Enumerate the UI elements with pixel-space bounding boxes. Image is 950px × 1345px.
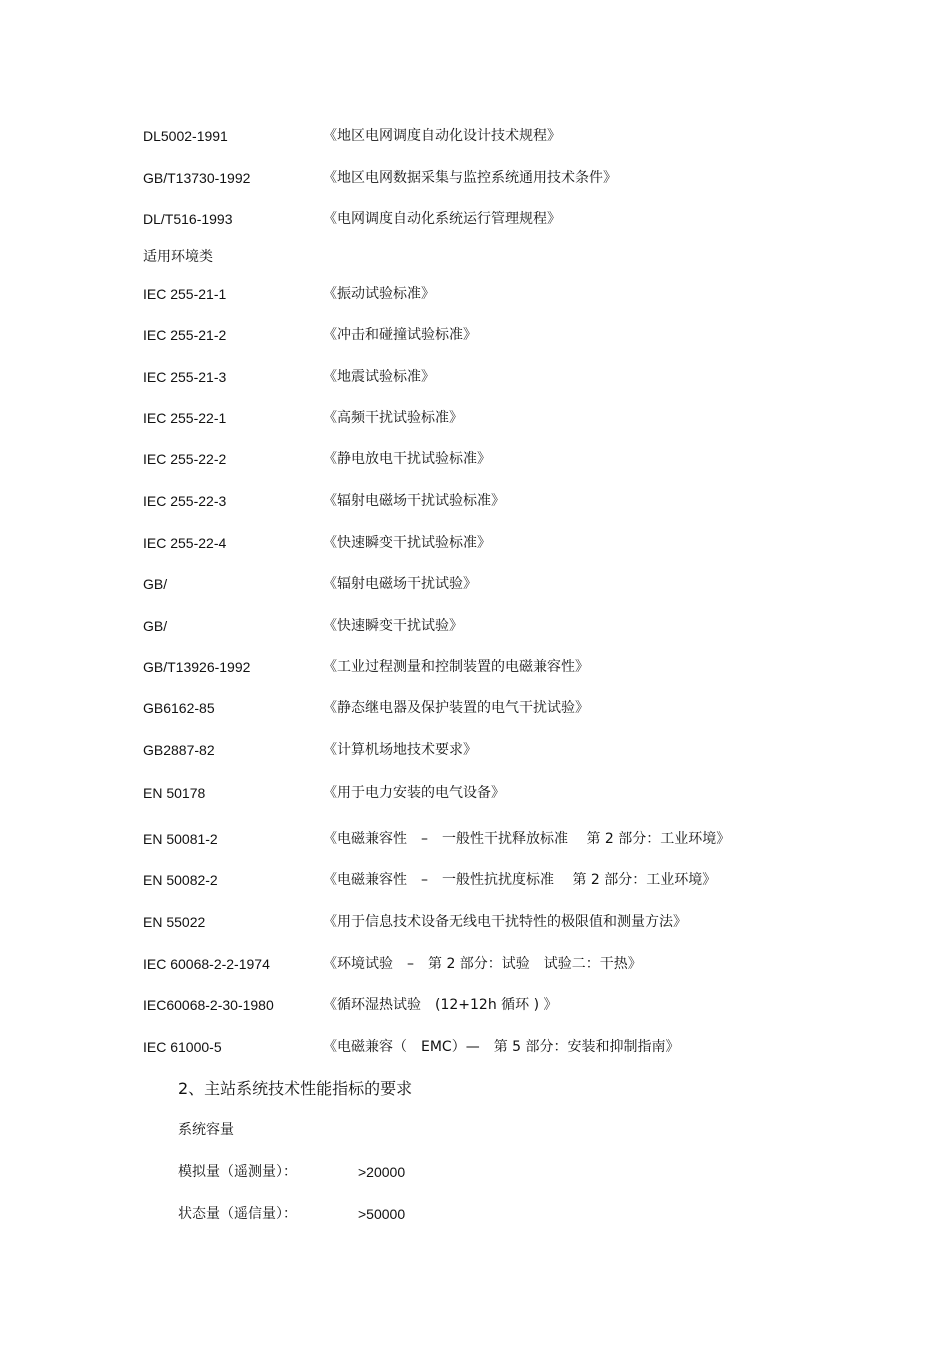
standard-title: 《振动试验标准》 [323,286,435,302]
standard-title: 《地震试验标准》 [323,369,435,385]
standard-title: 《电网调度自动化系统运行管理规程》 [323,211,561,227]
standard-code: DL/T516-1993 [143,211,233,227]
capacity-heading: 系统容量 [178,1122,234,1138]
standard-code: EN 50082-2 [143,872,218,888]
standard-title: 《快速瞬变干扰试验标准》 [323,535,491,551]
standard-title: 《用于电力安装的电气设备》 [323,785,505,801]
standard-code: GB6162-85 [143,700,215,716]
standard-code: IEC 255-21-3 [143,369,227,385]
standard-code: IEC 255-22-4 [143,535,227,551]
standard-title: 《静电放电干扰试验标准》 [323,451,491,467]
standard-title: 《循环湿热试验 (12+12h 循环 ) 》 [323,997,558,1013]
standard-code: IEC 255-21-1 [143,286,227,302]
standard-code: IEC 255-22-3 [143,493,227,509]
standard-code: GB/T13730-1992 [143,170,251,186]
section-title: 2、主站系统技术性能指标的要求 [178,1079,413,1098]
standard-code: DL5002-1991 [143,128,228,144]
standard-title: 《环境试验 – 第 2 部分：试验 试验二：干热》 [323,956,642,972]
standard-code: IEC 255-22-1 [143,410,227,426]
standard-code: GB/T13926-1992 [143,659,251,675]
standard-code: EN 55022 [143,914,206,930]
standard-title: 《电磁兼容性 – 一般性干扰释放标准 第 2 部分：工业环境》 [323,831,731,847]
standard-title: 《电磁兼容性 – 一般性抗扰度标准 第 2 部分：工业环境》 [323,872,717,888]
standard-code: GB/ [143,576,168,592]
standard-title: 《用于信息技术设备无线电干扰特性的极限值和测量方法》 [323,914,687,930]
standard-title: 《高频干扰试验标准》 [323,410,463,426]
standard-title: 《工业过程测量和控制装置的电磁兼容性》 [323,659,589,675]
standard-code: GB/ [143,618,168,634]
standard-code: IEC 255-22-2 [143,451,227,467]
standard-code: GB2887-82 [143,742,215,758]
capacity-label: 模拟量（遥测量）： [178,1164,297,1180]
standard-title: 《计算机场地技术要求》 [323,742,477,758]
standard-code: IEC 255-21-2 [143,327,227,343]
capacity-value: >20000 [358,1164,406,1180]
standard-title: 《电磁兼容（ EMC）— 第 5 部分：安装和抑制指南》 [323,1039,680,1055]
standard-title: 《静态继电器及保护装置的电气干扰试验》 [323,700,589,716]
standard-code: IEC60068-2-30-1980 [143,997,274,1013]
standard-title: 《快速瞬变干扰试验》 [323,618,463,634]
standard-title: 《地区电网数据采集与监控系统通用技术条件》 [323,170,617,186]
category-heading: 适用环境类 [143,249,213,265]
capacity-label: 状态量（遥信量）： [178,1206,297,1222]
capacity-row [178,1162,406,1182]
standard-code: IEC 60068-2-2-1974 [143,956,270,972]
capacity-row [178,1204,406,1224]
standard-title: 《辐射电磁场干扰试验》 [323,576,477,592]
standard-title: 《辐射电磁场干扰试验标准》 [323,493,505,509]
standard-code: EN 50081-2 [143,831,218,847]
standard-code: EN 50178 [143,785,206,801]
standard-title: 《冲击和碰撞试验标准》 [323,327,477,343]
capacity-value: >50000 [358,1206,406,1222]
standard-code: IEC 61000-5 [143,1039,222,1055]
standard-title: 《地区电网调度自动化设计技术规程》 [323,128,561,144]
